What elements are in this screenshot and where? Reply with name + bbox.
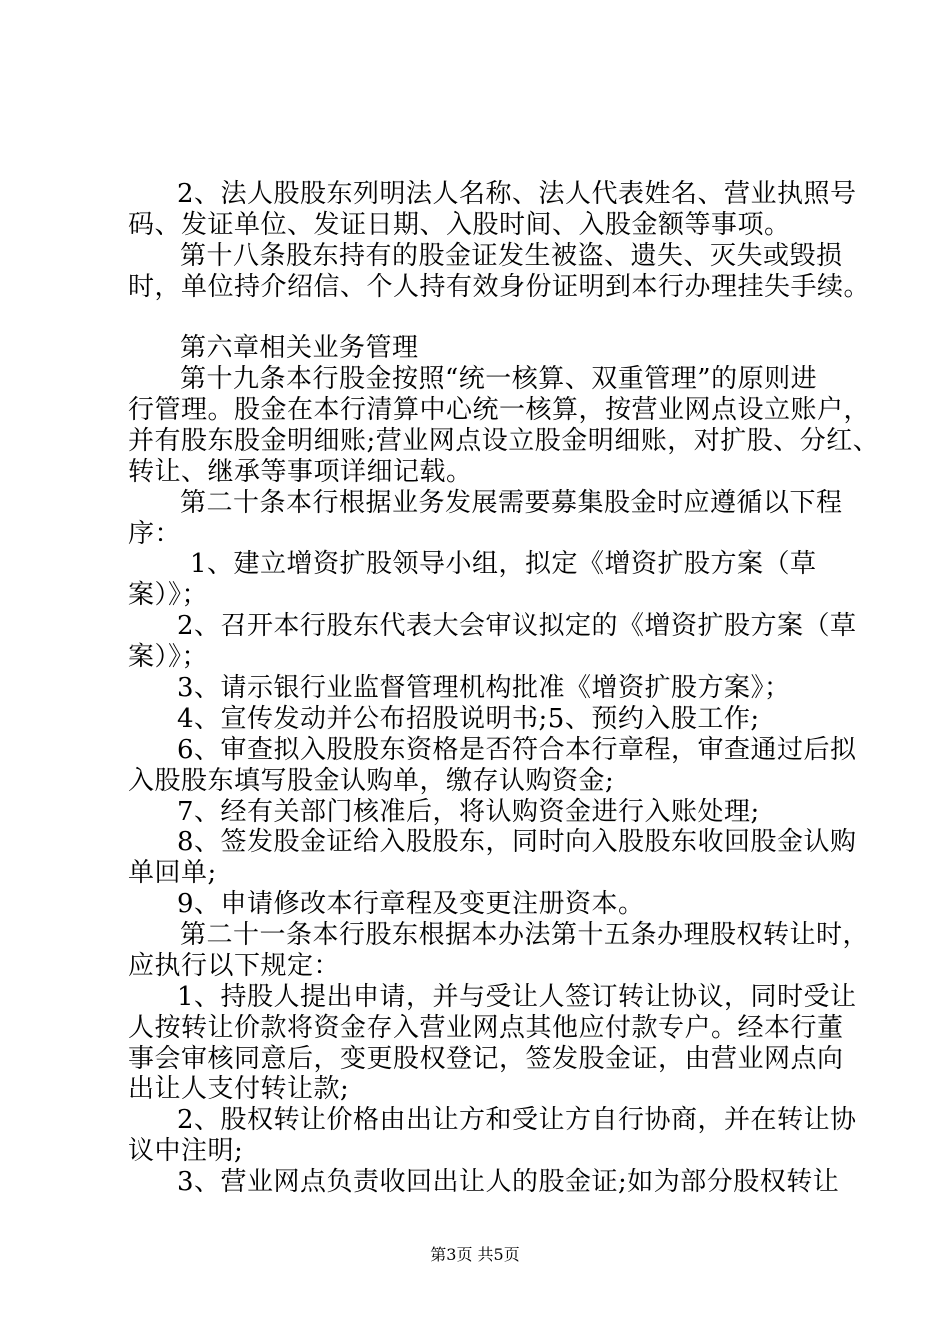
text-line: 案）》； <box>128 580 209 610</box>
text-line: 转让、继承等事项详细记载。 <box>128 457 473 487</box>
text-line: 1、持股人提出申请，并与受让人签订转让协议，同时受让 <box>177 982 857 1012</box>
text-line: 序： <box>128 519 182 549</box>
text-line: 第二十一条本行股东根据本办法第十五条办理股权转让时， <box>180 920 870 950</box>
text-line: 议中注明; <box>128 1136 244 1166</box>
text-line: 时，单位持介绍信、个人持有效身份证明到本行办理挂失手续。 <box>128 272 871 302</box>
text-line: 入股股东填写股金认购单，缴存认购资金; <box>128 766 615 796</box>
page-number: 第3页 共5页 <box>430 1245 520 1264</box>
text-line: 7、经有关部门核准后，将认购资金进行入账处理; <box>177 797 760 827</box>
text-line: 9、申请修改本行章程及变更注册资本。 <box>177 889 645 919</box>
text-line: 3、营业网点负责收回出让人的股金证;如为部分股权转让 <box>177 1167 840 1197</box>
text-line: 行管理。股金在本行清算中心统一核算，按营业网点设立账户， <box>128 395 871 425</box>
text-line: 第十九条本行股金按照“统一核算、双重管理”的原则进 <box>180 364 818 394</box>
text-line: 人按转让价款将资金存入营业网点其他应付款专户。经本行董 <box>128 1013 844 1043</box>
text-line: 单回单; <box>128 858 217 888</box>
text-line: 第二十条本行根据业务发展需要募集股金时应遵循以下程 <box>180 488 843 518</box>
text-line: 案）》； <box>128 642 209 672</box>
text-line: 2、召开本行股东代表大会审议拟定的《增资扩股方案（草 <box>177 611 857 641</box>
text-line: 8、签发股金证给入股股东，同时向入股股东收回股金认购 <box>177 827 857 857</box>
text-line: 并有股东股金明细账;营业网点设立股金明细账，对扩股、分红、 <box>128 426 880 456</box>
text-line: 2、股权转让价格由出让方和受让方自行协商，并在转让协 <box>177 1105 857 1135</box>
text-line: 4、宣传发动并公布招股说明书;5、预约入股工作; <box>177 704 760 734</box>
text-line: 6、审查拟入股股东资格是否符合本行章程，审查通过后拟 <box>177 735 857 765</box>
text-line: 应执行以下规定： <box>128 951 341 981</box>
text-line: 1、建立增资扩股领导小组，拟定《增资扩股方案（草 <box>190 549 817 579</box>
text-line: 2、法人股股东列明法人名称、法人代表姓名、营业执照号 <box>177 179 857 209</box>
section-heading: 第六章相关业务管理 <box>180 333 419 363</box>
text-line: 第十八条股东持有的股金证发生被盗、遗失、灭失或毁损 <box>180 241 843 271</box>
page-footer <box>0 1245 950 1265</box>
text-line: 3、请示银行业监督管理机构批准《增资扩股方案》； <box>177 673 791 703</box>
text-line: 出让人支付转让款; <box>128 1074 350 1104</box>
text-line: 码、发证单位、发证日期、入股时间、入股金额等事项。 <box>128 210 791 240</box>
text-line: 事会审核同意后，变更股权登记，签发股金证，由营业网点向 <box>128 1044 844 1074</box>
